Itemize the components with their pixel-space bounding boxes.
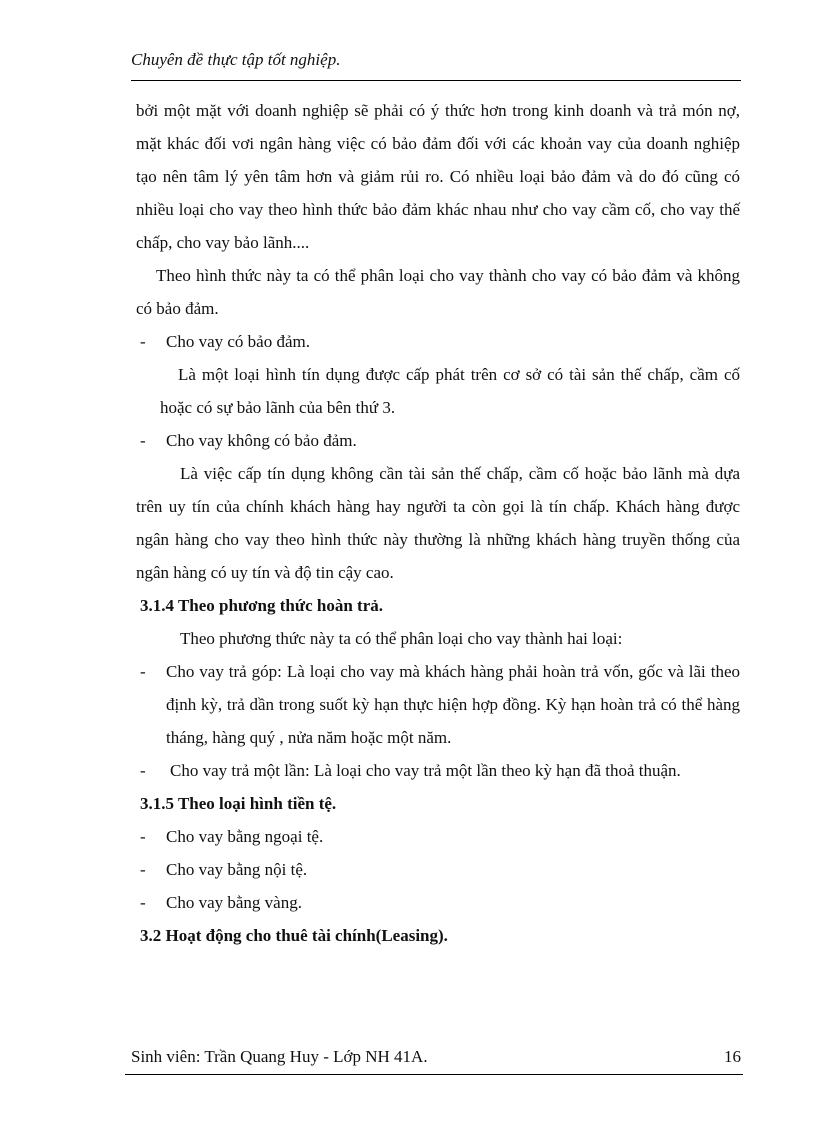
list-item-text: Cho vay bằng ngoại tệ. (166, 827, 324, 846)
dash-marker: - (140, 431, 146, 450)
paragraph-3: Theo phương thức này ta có thể phân loại cho vay thành hai loại: (180, 629, 623, 648)
header-divider (131, 80, 741, 81)
dash-marker: - (140, 662, 146, 681)
footer-student: Sinh viên: Trần Quang Huy - Lớp NH 41A. (131, 1047, 428, 1066)
list-item-text: Cho vay trả một lần: Là loại cho vay trả một lần theo kỳ hạn đã thoả thuận. (170, 761, 681, 780)
list-item (136, 886, 740, 919)
section-heading-3-1-5: 3.1.5 Theo loại hình tiền tệ. (140, 794, 337, 813)
list-item-text: Cho vay không có bảo đảm. (166, 431, 357, 450)
dash-marker: - (140, 761, 146, 780)
list-item (136, 325, 740, 358)
item-2-description: Là việc cấp tín dụng không cần tài sản thế chấp, cầm cố hoặc bảo lãnh mà dựa trên uy tín của chính khách hàng hay người ta còn gọi là tín chấp. Khách hàng được ngân hàng cho vay theo hình thức này thường là những khách hàng truyền thống của ngân hàng có uy tín và độ tin cậy cao. (136, 464, 740, 582)
section-heading-3-2: 3.2 Hoạt động cho thuê tài chính(Leasing). (140, 926, 448, 945)
list-item (136, 655, 740, 754)
page-footer (131, 1047, 741, 1067)
paragraph-2: Theo hình thức này ta có thể phân loại cho vay thành cho vay có bảo đảm và không có bảo đảm. (136, 266, 740, 318)
list-item-text: Cho vay bằng nội tệ. (166, 860, 308, 879)
list-item-text: Cho vay có bảo đảm. (166, 332, 310, 351)
list-item-text: Cho vay bằng vàng. (166, 893, 302, 912)
list-item (136, 820, 740, 853)
list-item (136, 754, 740, 787)
paragraph-1: bởi một mặt với doanh nghiệp sẽ phải có ý thức hơn trong kinh doanh và trả món nợ, mặt khác đối vơi ngân hàng việc có bảo đảm đối với các khoản vay của doanh nghiệp tạo nên tâm lý yên tâm hơn và giảm rủi ro. Có nhiều loại bảo đảm và do đó cũng có nhiều loại cho vay theo hình thức bảo đảm khác nhau như cho vay cầm cố, cho vay thế chấp, cho vay bảo lãnh.... (136, 101, 740, 252)
dash-marker: - (140, 332, 146, 351)
list-item-text: Cho vay trả góp: Là loại cho vay mà khách hàng phải hoàn trả vốn, gốc và lãi theo định kỳ, trả dần trong suốt kỳ hạn thực hiện hợp đồng. Kỳ hạn hoàn trả có thể hàng tháng, hàng quý , nửa năm hoặc một năm. (166, 662, 740, 747)
item-1-description: Là một loại hình tín dụng được cấp phát trên cơ sở có tài sản thế chấp, cầm cố hoặc có sự bảo lãnh của bên thứ 3. (160, 365, 740, 417)
list-item (136, 424, 740, 457)
dash-marker: - (140, 893, 146, 912)
running-header: Chuyên đề thực tập tốt nghiệp. (131, 50, 341, 69)
page-body (136, 94, 740, 952)
page-number: 16 (724, 1047, 741, 1066)
footer-divider (125, 1074, 743, 1075)
dash-marker: - (140, 860, 146, 879)
list-item (136, 853, 740, 886)
section-heading-3-1-4: 3.1.4 Theo phương thức hoàn trả. (140, 596, 383, 615)
dash-marker: - (140, 827, 146, 846)
